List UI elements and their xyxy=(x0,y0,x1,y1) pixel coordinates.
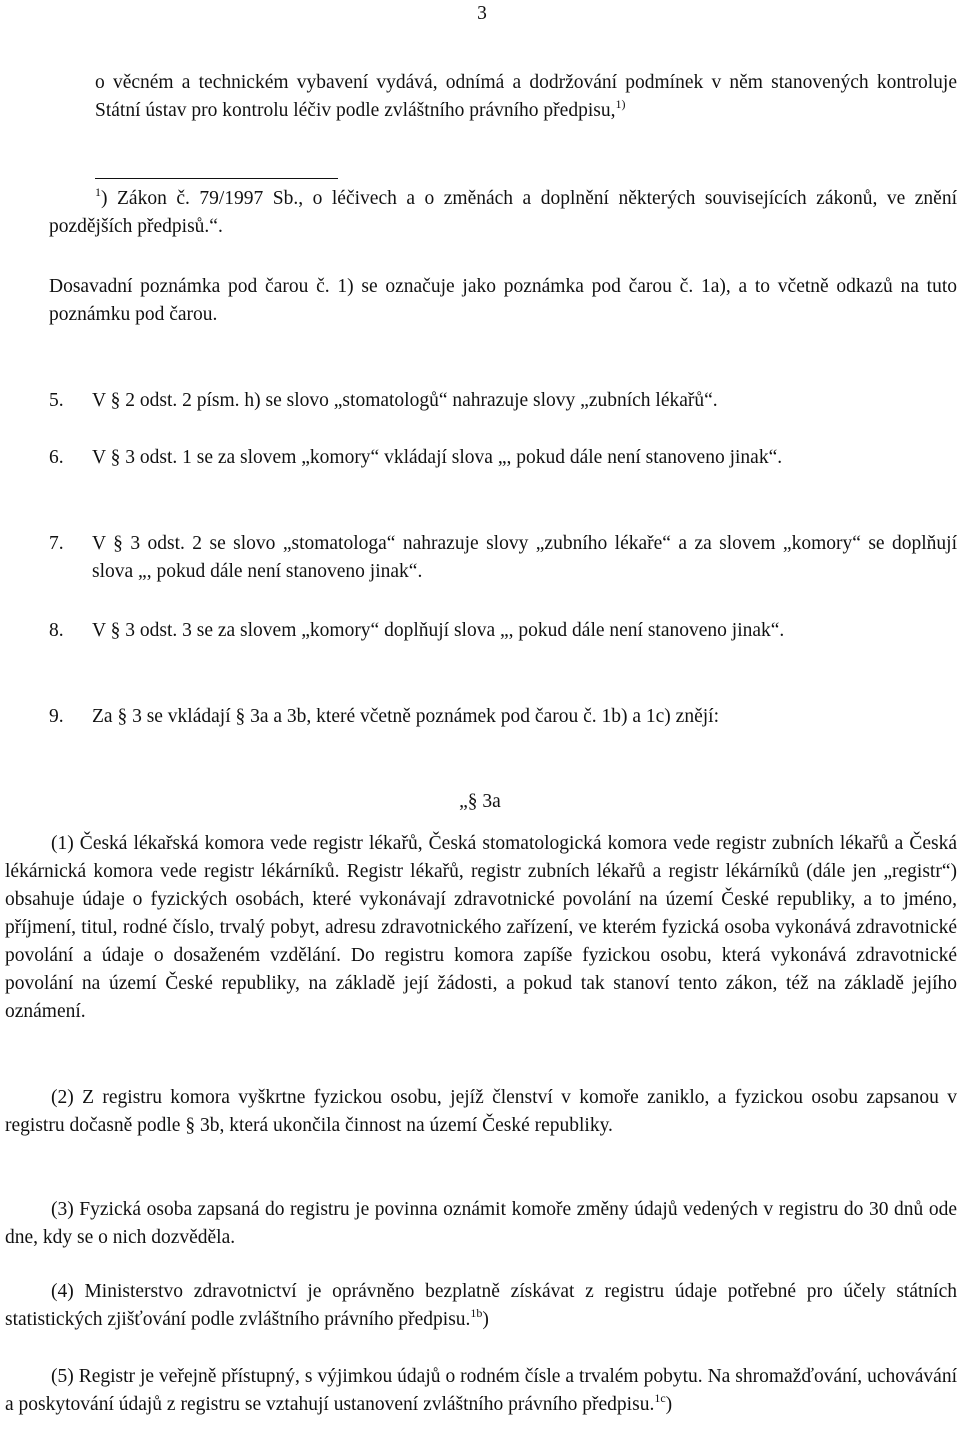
paragraph-5-text: (5) Registr je veřejně přístupný, s výjimkou údajů o rodném čísle a trvalém pobytu. Na shromažďování, uchovávání a poskytování údajů z registru se vztahují ustanovení zvláštního právního předpisu. xyxy=(5,1366,957,1415)
item-number: 6. xyxy=(49,447,64,468)
intro-text: o věcném a technickém vybavení vydává, odnímá a dodržování podmínek v něm stanovených kontroluje Státní ústav pro kontrolu léčiv podle zvláštního právního předpisu, xyxy=(95,72,957,121)
paragraph-4-text: (4) Ministerstvo zdravotnictví je oprávněno bezplatně získávat z registru údaje potřebné pro účely státních statistických zjišťování podle zvláštního právního předpisu. xyxy=(5,1281,957,1330)
paragraph-3: (3) Fyzická osoba zapsaná do registru je povinna oznámit komoře změny údajů vedených v registru do 30 dnů ode dne, kdy se o nich dozvěděla. xyxy=(5,1199,957,1248)
section-heading: „§ 3a xyxy=(459,791,501,812)
footnote-mark: 1 xyxy=(95,185,101,199)
list-item xyxy=(49,703,957,731)
item-number: 8. xyxy=(49,620,64,641)
footnote-ref-1c-paren: ) xyxy=(665,1394,673,1415)
intro-footnote-ref: 1) xyxy=(615,97,626,111)
item-text: V § 3 odst. 3 se za slovem „komory“ doplňují slova „, pokud dále není stanoveno jinak“. xyxy=(92,620,785,641)
list-item xyxy=(49,444,957,472)
paragraph-5 xyxy=(5,1363,957,1419)
paragraph-1: (1) Česká lékařská komora vede registr lékařů, Česká stomatologická komora vede registr zubních lékařů a Česká lékárnická komora vede registr lékárníků. Registr lékařů, registr zubních lékařů a registr lékárníků (dále jen „registr“) obsahuje údaje o fyzických osobách, které vykonávají zdravotnické povolání na území České republiky, a to jméno, příjmení, titul, rodné číslo, trvalý pobyt, adresu zdravotnického zařízení, ve kterém fyzická osoba vykonává zdravotnické povolání a údaje o dosaženém vzdělání. Do registru komora zapíše fyzickou osobu, která vykonává zdravotnické povolání na území České republiky, na základě její žádosti, a pokud tak stanoví tento zákon, též na základě jejího oznámení. xyxy=(5,833,957,1022)
footnote-ref-1b: 1b xyxy=(470,1306,483,1320)
list-item xyxy=(49,387,957,415)
item-text: V § 3 odst. 1 se za slovem „komory“ vkládají slova „, pokud dále není stanoveno jinak“. xyxy=(92,447,783,468)
item-text: V § 3 odst. 2 se slovo „stomatologa“ nahrazuje slovy „zubního lékaře“ a za slovem „komory“ se doplňují slova „, pokud dále není stanoveno jinak“. xyxy=(92,533,957,582)
footnote-text: ) Zákon č. 79/1997 Sb., o léčivech a o změnách a doplnění některých souvisejících zákonů, ve znění pozdějších předpisů.“. xyxy=(49,188,957,237)
paragraph-4 xyxy=(5,1278,957,1334)
footnote-ref-1c: 1c xyxy=(654,1391,666,1405)
item-number: 9. xyxy=(49,706,64,727)
footnote xyxy=(49,185,957,241)
list-item xyxy=(49,530,957,586)
item-number: 7. xyxy=(49,533,64,554)
footnote-rule xyxy=(95,178,338,179)
note-paragraph: Dosavadní poznámka pod čarou č. 1) se označuje jako poznámka pod čarou č. 1a), a to včetně odkazů na tuto poznámku pod čarou. xyxy=(49,276,957,325)
footnote-ref-1b-paren: ) xyxy=(482,1309,489,1330)
intro-paragraph xyxy=(95,69,957,125)
list-item xyxy=(49,617,957,645)
paragraph-2: (2) Z registru komora vyškrtne fyzickou osobu, jejíž členství v komoře zaniklo, a fyzickou osobu zapsanou v registru dočasně podle § 3b, která ukončila činnost na území České republiky. xyxy=(5,1087,957,1136)
item-number: 5. xyxy=(49,390,64,411)
item-text: Za § 3 se vkládají § 3a a 3b, které včetně poznámek pod čarou č. 1b) a 1c) znějí: xyxy=(92,706,719,727)
page-number: 3 xyxy=(477,3,487,24)
item-text: V § 2 odst. 2 písm. h) se slovo „stomatologů“ nahrazuje slovy „zubních lékařů“. xyxy=(92,390,718,411)
